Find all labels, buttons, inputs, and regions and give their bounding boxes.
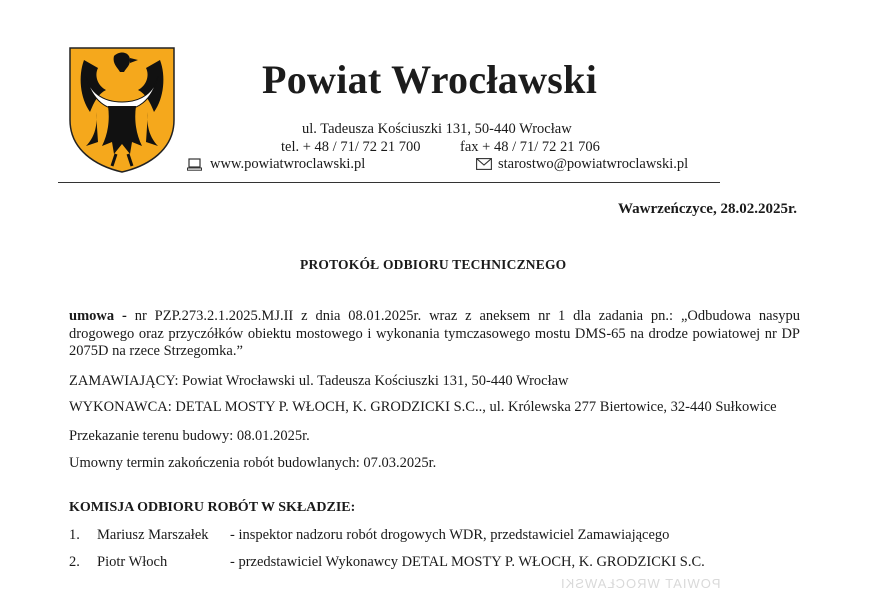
- place-date: Wawrzeńczyce, 28.02.2025r.: [618, 201, 797, 217]
- email-link[interactable]: starostwo@powiatwroclawski.pl: [498, 156, 689, 172]
- telephone: tel. + 48 / 71/ 72 21 700: [281, 139, 421, 155]
- document-title: PROTOKÓŁ ODBIORU TECHNICZNEGO: [300, 257, 567, 272]
- member-name: Mariusz Marszałek: [97, 527, 209, 543]
- envelope-icon: [476, 158, 492, 170]
- website-link[interactable]: www.powiatwroclawski.pl: [210, 156, 366, 172]
- fax: fax + 48 / 71/ 72 21 706: [460, 139, 600, 155]
- termin-line: Umowny termin zakończenia robót budowlanych: 07.03.2025r.: [69, 455, 437, 471]
- wykonawca-line: WYKONAWCA: DETAL MOSTY P. WŁOCH, K. GRODZICKI S.C.., ul. Królewska 277 Biertowice, 32-440 Sułkowice: [69, 399, 777, 415]
- eagle-crest-icon: [68, 46, 176, 174]
- computer-icon: [187, 158, 202, 171]
- komisja-heading: KOMISJA ODBIORU ROBÓT W SKŁADZIE:: [69, 500, 356, 515]
- contract-text: nr PZP.273.2.1.2025.MJ.II z dnia 08.01.2025r. wraz z aneksem nr 1 dla zadania pn.: „Odbudowa nasypu drogowego oraz przyczółków obiektu mostowego i wykonania tymczasowego mostu DMS-65 na drodze powiatowej nr DP 2075D na rzece Strzegomka.”: [69, 308, 800, 359]
- zamawiajacy-line: ZAMAWIAJĄCY: Powiat Wrocławski ul. Tadeusza Kościuszki 131, 50-440 Wrocław: [69, 373, 569, 389]
- member-number: 2.: [69, 554, 80, 570]
- member-number: 1.: [69, 527, 80, 543]
- header-divider: [58, 182, 720, 183]
- organization-name: Powiat Wrocławski: [262, 57, 598, 102]
- member-name: Piotr Włoch: [97, 554, 168, 570]
- contract-paragraph: [69, 308, 800, 361]
- przekazanie-line: Przekazanie terenu budowy: 08.01.2025r.: [69, 428, 310, 444]
- member-role: - inspektor nadzoru robót drogowych WDR, przedstawiciel Zamawiającego: [230, 527, 670, 543]
- stamp-bleed-through: POWIAT WROCŁAWSKI: [560, 576, 721, 591]
- member-role: - przedstawiciel Wykonawcy DETAL MOSTY P. WŁOCH, K. GRODZICKI S.C.: [230, 554, 705, 570]
- contract-label: umowa -: [69, 308, 127, 324]
- organization-address: ul. Tadeusza Kościuszki 131, 50-440 Wrocław: [302, 121, 572, 137]
